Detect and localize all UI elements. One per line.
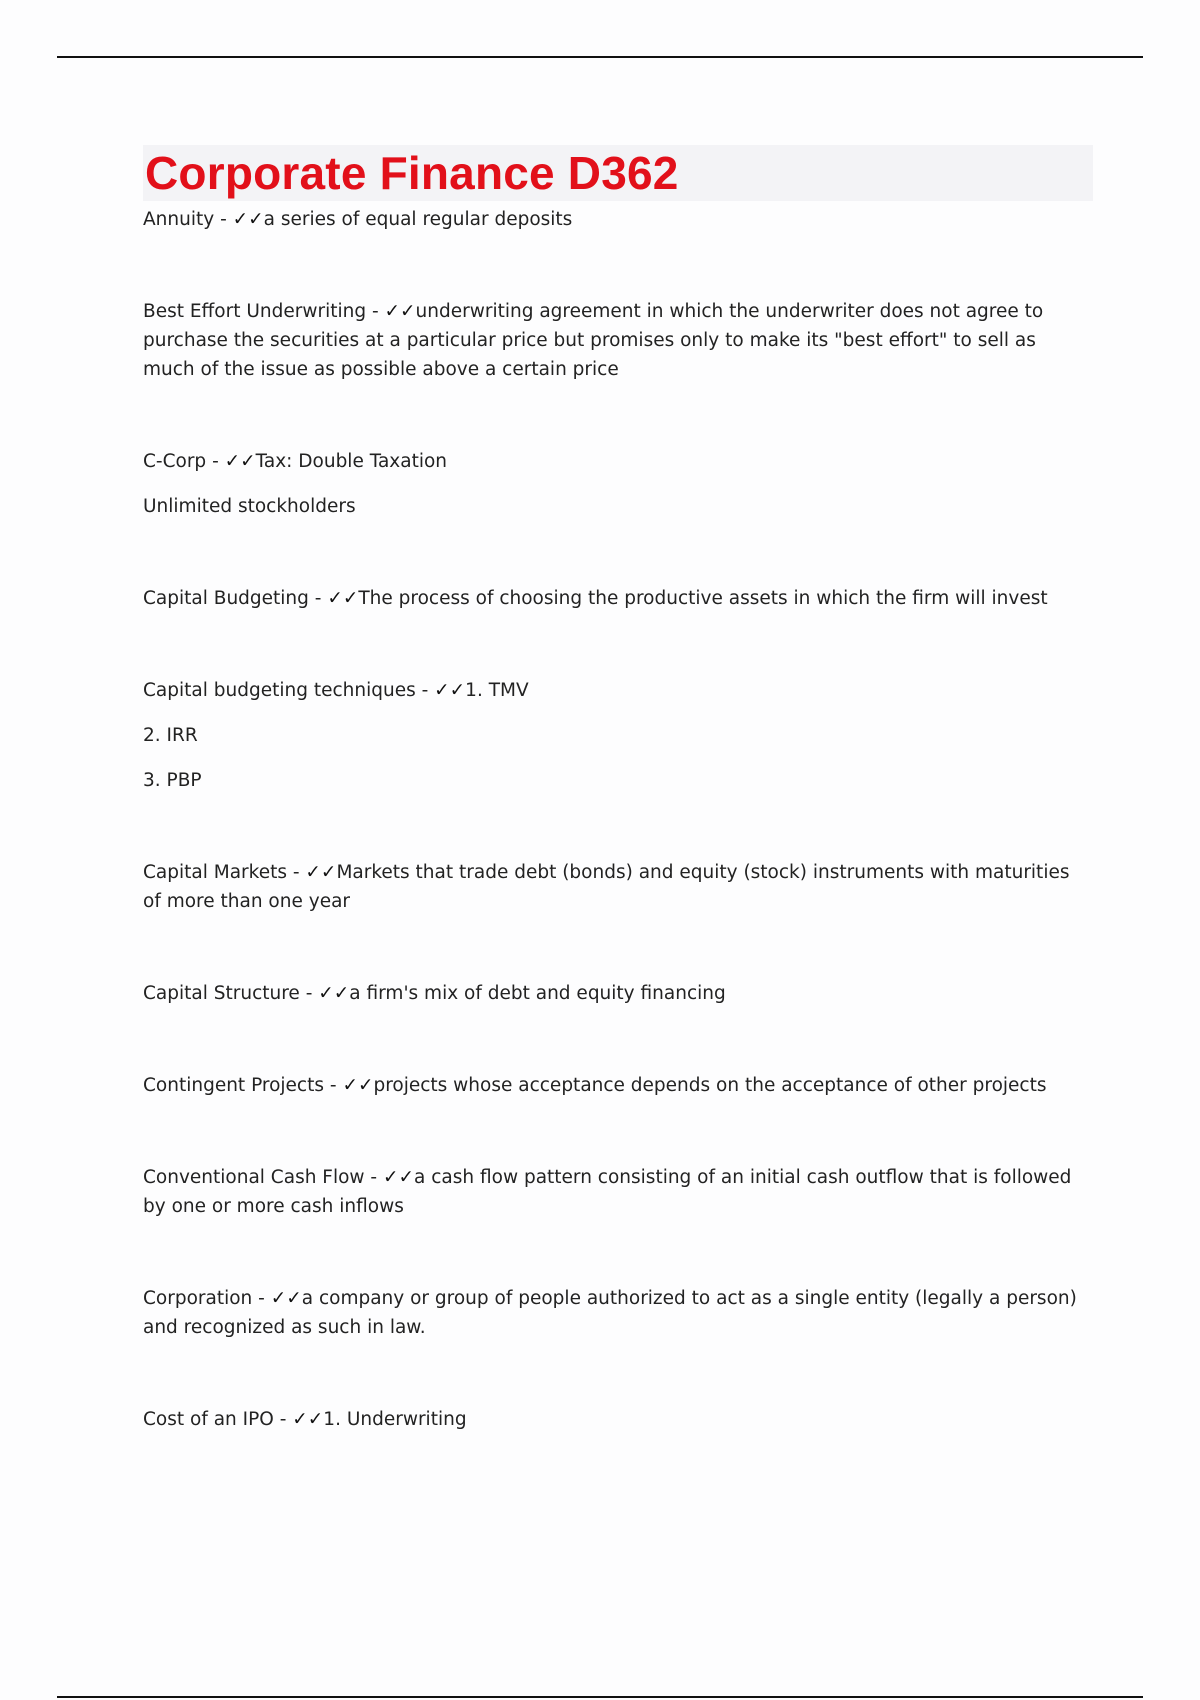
entry-term: Contingent Projects	[143, 1075, 324, 1096]
double-check-icon: ✓✓	[318, 983, 350, 1004]
entry-term: C-Corp	[143, 451, 207, 472]
double-check-icon: ✓✓	[305, 862, 337, 883]
entry-definition: Markets that trade debt (bonds) and equity (stock) instruments with maturities of more than one year	[143, 862, 1070, 912]
entry-term: Capital budgeting techniques	[143, 680, 416, 701]
entry-definition: projects whose acceptance depends on the acceptance of other projects	[373, 1075, 1047, 1096]
entry-definition: The process of choosing the productive assets in which the firm will invest	[358, 588, 1048, 609]
entry-term: Capital Markets	[143, 862, 287, 883]
top-rule	[57, 56, 1143, 58]
glossary-entry: Cost of an IPO - ✓✓1. Underwriting	[143, 1409, 467, 1430]
entry-definition: 1. TMV	[465, 680, 529, 701]
glossary-entry: C-Corp - ✓✓Tax: Double Taxation Unlimited stockholders	[143, 447, 1093, 521]
entry-term: Corporation	[143, 1288, 253, 1309]
double-check-icon: ✓✓	[292, 1409, 324, 1430]
entry-term: Capital Budgeting	[143, 588, 309, 609]
title-band	[143, 145, 1093, 201]
entry-definition: a series of equal regular deposits	[263, 209, 573, 230]
glossary-entry: Corporation - ✓✓a company or group of people authorized to act as a single entity (legally a person) and recognized as such in law.	[143, 1288, 1077, 1338]
document-body	[143, 145, 1093, 1434]
glossary-entry: Annuity - ✓✓a series of equal regular deposits	[143, 209, 573, 230]
entry-term: Capital Structure	[143, 983, 300, 1004]
entry-definition: underwriting agreement in which the underwriter does not agree to purchase the securities at a particular price but promises only to make its "best effort" to sell as much of the issue as possible above a certain price	[143, 301, 1044, 380]
glossary-entry: Conventional Cash Flow - ✓✓a cash flow pattern consisting of an initial cash outflow that is followed by one or more cash inflows	[143, 1167, 1072, 1217]
double-check-icon: ✓✓	[327, 588, 359, 609]
bottom-rule	[57, 1696, 1143, 1698]
entry-extra-line: 3. PBP	[143, 770, 202, 791]
double-check-icon: ✓✓	[270, 1288, 302, 1309]
entry-definition: a firm's mix of debt and equity financing	[349, 983, 726, 1004]
glossary-entry: Capital budgeting techniques - ✓✓1. TMV 2. IRR 3. PBP	[143, 676, 1093, 795]
double-check-icon: ✓✓	[232, 209, 264, 230]
double-check-icon: ✓✓	[434, 680, 466, 701]
double-check-icon: ✓✓	[382, 1167, 414, 1188]
entry-extra-line: Unlimited stockholders	[143, 496, 356, 517]
entry-definition: a cash flow pattern consisting of an initial cash outflow that is followed by one or more cash inflows	[143, 1167, 1072, 1217]
entry-term: Annuity	[143, 209, 215, 230]
glossary-entry: Capital Markets - ✓✓Markets that trade debt (bonds) and equity (stock) instruments with maturities of more than one year	[143, 862, 1070, 912]
double-check-icon: ✓✓	[342, 1075, 374, 1096]
entry-term: Conventional Cash Flow	[143, 1167, 365, 1188]
entry-term: Best Effort Underwriting	[143, 301, 367, 322]
entry-extra-line: 2. IRR	[143, 725, 198, 746]
entry-definition: Tax: Double Taxation	[255, 451, 448, 472]
double-check-icon: ✓✓	[384, 301, 416, 322]
entry-definition: 1. Underwriting	[323, 1409, 467, 1430]
entry-term: Cost of an IPO	[143, 1409, 274, 1430]
glossary-entry: Capital Budgeting - ✓✓The process of choosing the productive assets in which the firm will invest	[143, 588, 1048, 609]
page-title: Corporate Finance D362	[145, 147, 679, 199]
glossary-entry: Contingent Projects - ✓✓projects whose acceptance depends on the acceptance of other projects	[143, 1075, 1047, 1096]
glossary-entry: Capital Structure - ✓✓a firm's mix of debt and equity financing	[143, 983, 726, 1004]
glossary-entry: Best Effort Underwriting - ✓✓underwriting agreement in which the underwriter does not agree to purchase the securities at a particular price but promises only to make its "best effort" to sell as much of the issue as possible above a certain price	[143, 301, 1044, 380]
entry-definition: a company or group of people authorized to act as a single entity (legally a person) and recognized as such in law.	[143, 1288, 1077, 1338]
double-check-icon: ✓✓	[224, 451, 256, 472]
